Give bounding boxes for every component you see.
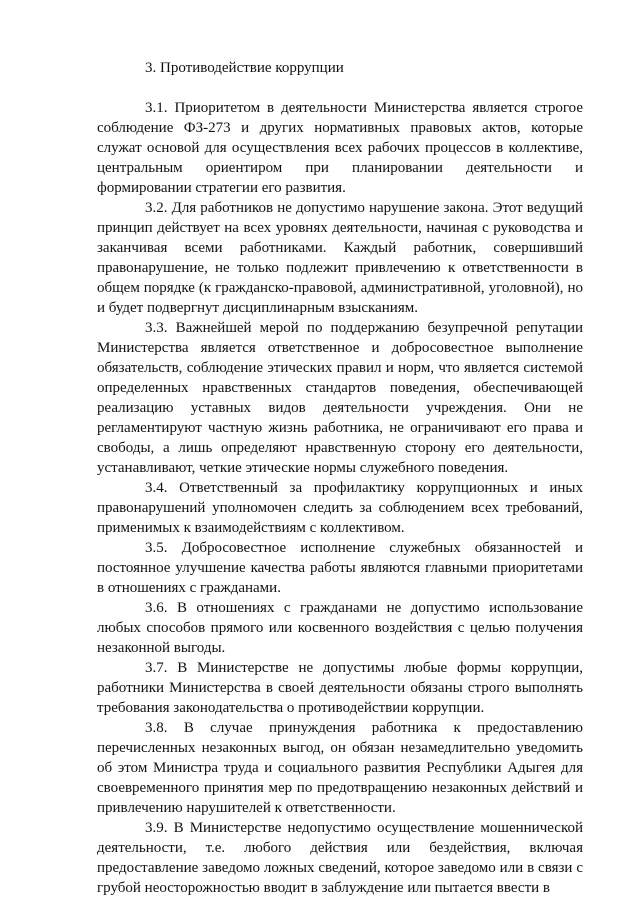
paragraph-3-8: 3.8. В случае принуждения работника к предоставлению перечисленных незаконных выгод, он обязан незамедлительно уведомить об этом Министра труда и социального развития Республики Адыгея для своевременного принятия мер по предотвращению незаконных действий и привлечению нарушителей к ответственности. bbox=[97, 720, 583, 816]
paragraph-3-2: 3.2. Для работников не допустимо нарушение закона. Этот ведущий принцип действует на всех уровнях деятельности, начиная с руководства и заканчивая всеми работниками. Каждый работник, совершивший правонарушение, не только подлежит привлечению к ответственности в общем порядке (к гражданско-правовой, административной, уголовной), но и будет подвергнут дисциплинарным взысканиям. bbox=[97, 200, 583, 316]
paragraph-3-3: 3.3. Важнейшей мерой по поддержанию безупречной репутации Министерства является ответственное и добросовестное выполнение обязательств, соблюдение этических правил и норм, что является системой определенных нравственных стандартов поведения, обеспечивающей реализацию уставных видов деятельности учреждения. Они не регламентируют частную жизнь работника, не ограничивают его права и свободы, а лишь определяют нравственную сторону его деятельности, устанавливают, четкие этические нормы служебного поведения. bbox=[97, 320, 583, 476]
paragraph-3-9: 3.9. В Министерстве недопустимо осуществление мошеннической деятельности, т.е. любого действия или бездействия, включая предоставление заведомо ложных сведений, которое заведомо или в связи с грубой неосторожностью вводит в заблуждение или пытается ввести в bbox=[97, 820, 583, 896]
paragraph-3-1: 3.1. Приоритетом в деятельности Министерства является строгое соблюдение ФЗ-273 и других нормативных правовых актов, которые служат основой для осуществления всех рабочих процессов в коллективе, центральным ориентиром при планировании деятельности и формировании стратегии его развития. bbox=[97, 100, 583, 196]
document-body bbox=[97, 58, 583, 898]
paragraph-3-6: 3.6. В отношениях с гражданами не допустимо использование любых способов прямого или косвенного воздействия с целью получения незаконной выгоды. bbox=[97, 600, 583, 656]
section-heading: 3. Противодействие коррупции bbox=[145, 60, 344, 76]
paragraph-3-4: 3.4. Ответственный за профилактику коррупционных и иных правонарушений уполномочен следить за соблюдением всех требований, применимых к взаимодействиям с коллективом. bbox=[97, 480, 583, 536]
paragraph-3-7: 3.7. В Министерстве не допустимы любые формы коррупции, работники Министерства в своей деятельности обязаны строго выполнять требования законодательства о противодействии коррупции. bbox=[97, 660, 583, 716]
paragraph-3-5: 3.5. Добросовестное исполнение служебных обязанностей и постоянное улучшение качества работы являются главными приоритетами в отношениях с гражданами. bbox=[97, 540, 583, 596]
